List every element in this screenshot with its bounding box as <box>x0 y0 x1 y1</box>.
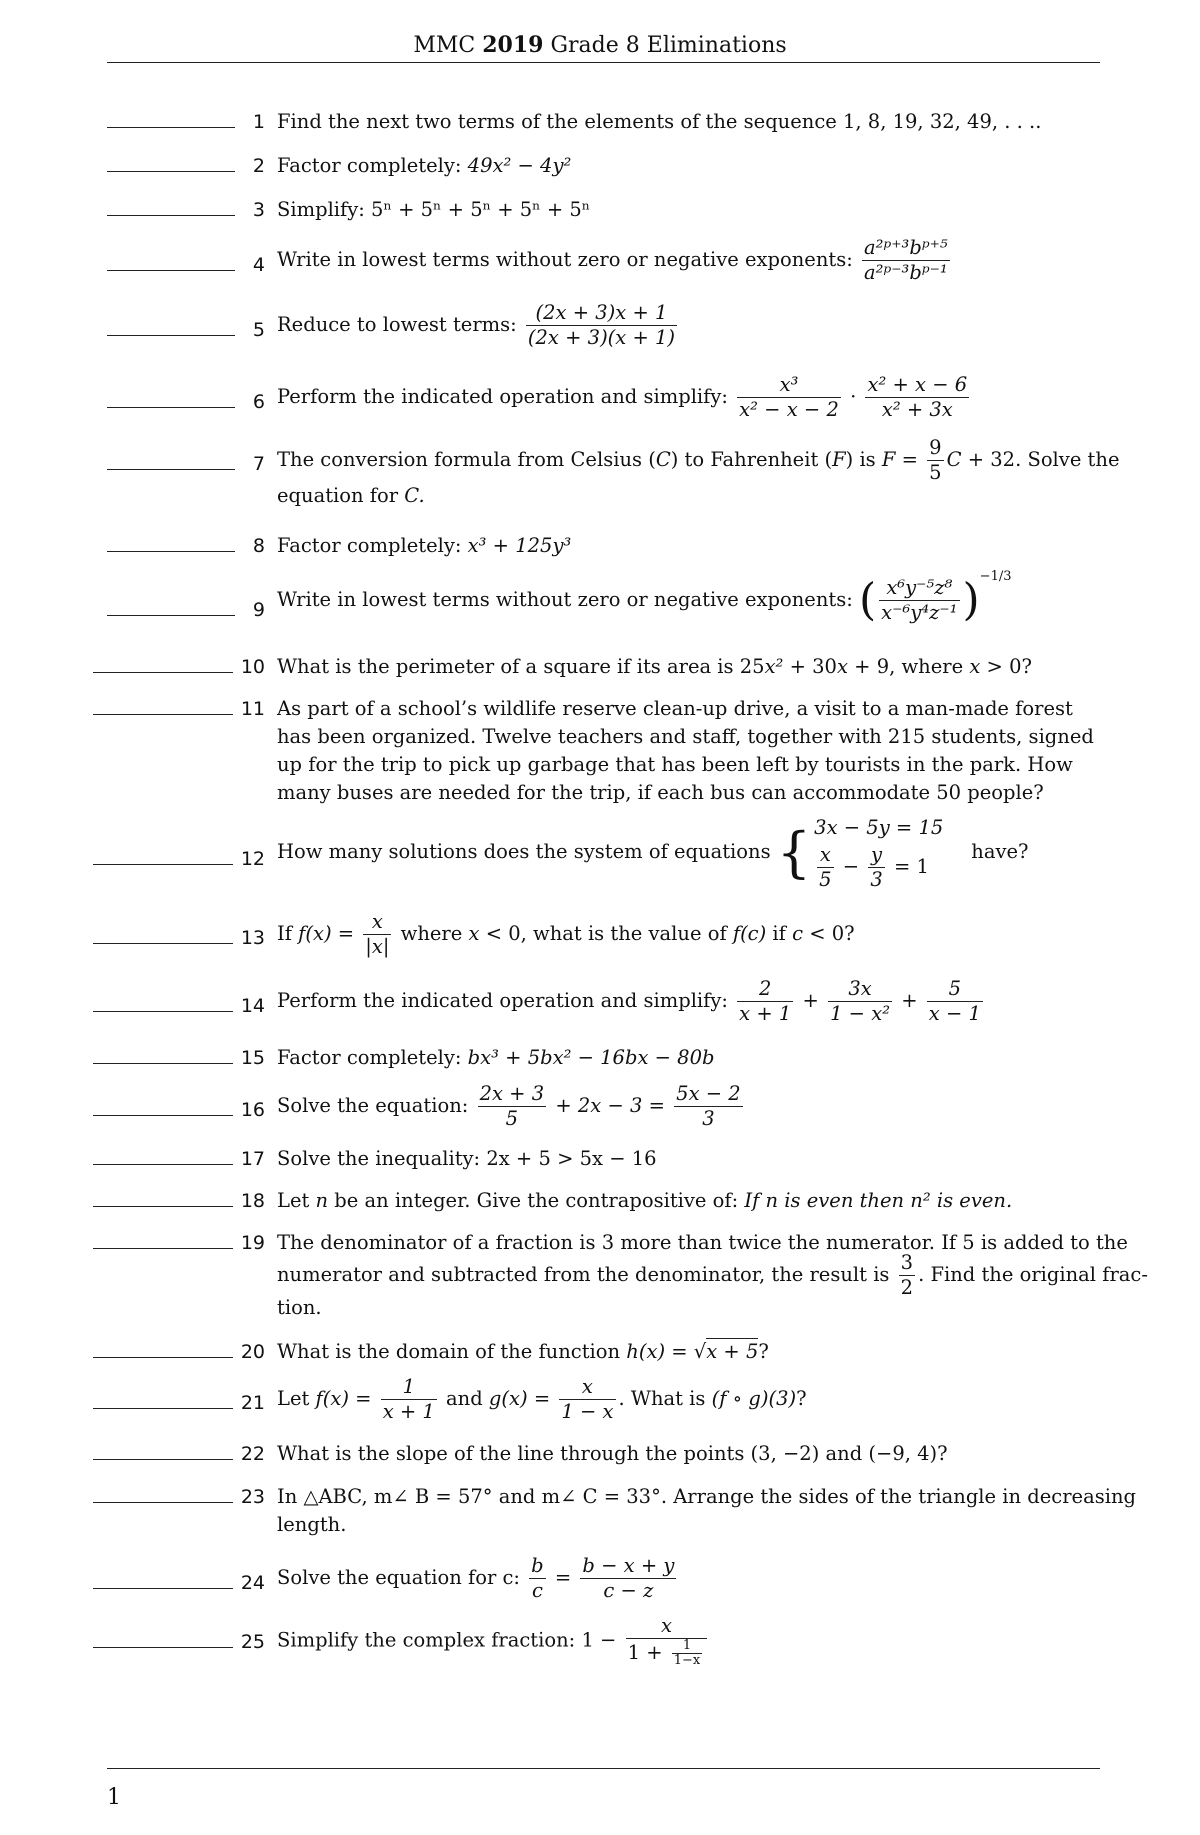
problem-text: Write in lowest terms without zero or negative exponents: ( $\frac{\text{x⁶y⁻⁵z⁸}}{\text{x⁻⁶y⁴z⁻¹}}$ )$^{-1/3}$ <box>277 569 1012 626</box>
problem-number: 9 <box>252 599 265 621</box>
problem-number: 4 <box>252 254 265 276</box>
problem-text: What is the perimeter of a square if its area is 25x² + 30x + 9, where x > 0? <box>277 655 1032 678</box>
problem-text: Write in lowest terms without zero or negative exponents: $\frac{\text{a²ᵖ⁺³bᵖ⁺⁵}}{\text{a²ᵖ⁻³bᵖ⁻¹}}$ <box>277 236 948 284</box>
problem-text: Let n be an integer. Give the contrapositive of: If n is even then n² is even. <box>277 1189 1013 1212</box>
problem-number: 24 <box>240 1572 265 1594</box>
page-title: MMC 2019 Grade 8 Eliminations <box>413 32 787 58</box>
problem-text: In △ABC, m∠ B = 57° and m∠ C = 33°. Arrange the sides of the triangle in decreasing <box>277 1485 1136 1508</box>
problem-text: Perform the indicated operation and simplify: $\frac{2}{x + 1}$ + $\frac{3x}{\text{1 − x²}}$ + $\frac{5}{x - 1}$ <box>277 977 981 1025</box>
problem-number: 23 <box>240 1486 265 1508</box>
problem-text: What is the domain of the function h(x) = √x + 5? <box>277 1340 769 1363</box>
problem-text: Solve the equation for c: $\frac{b}{c}$ = $\frac{b - x + y}{c - z}$ <box>277 1554 675 1602</box>
problem-text: What is the slope of the line through the points (3, −2) and (−9, 4)? <box>277 1442 948 1465</box>
problem-number: 12 <box>240 848 265 870</box>
problem-number: 15 <box>240 1047 265 1069</box>
problem-number: 13 <box>240 927 265 949</box>
answer-blank[interactable] <box>107 127 235 128</box>
problem-number: 5 <box>252 319 265 341</box>
answer-blank[interactable] <box>107 551 235 552</box>
problem-number: 19 <box>240 1232 265 1254</box>
answer-blank[interactable] <box>93 714 233 715</box>
problem-number: 3 <box>252 199 265 221</box>
problem-number: 17 <box>240 1148 265 1170</box>
answer-blank[interactable] <box>93 943 233 944</box>
problem-text: How many solutions does the system of equations { 3x − 5y = 15 $\frac{x}{5}$ − $\frac{y}{3}$ = 1 have? <box>277 816 1029 891</box>
title-year: 2019 <box>482 32 544 58</box>
problem-number: 18 <box>240 1190 265 1212</box>
problem-text: Solve the equation: $\frac{2x + 3}{5}$ + 2x − 3 = $\frac{5x - 2}{3}$ <box>277 1082 741 1130</box>
answer-blank[interactable] <box>93 1502 233 1503</box>
answer-blank[interactable] <box>107 335 235 336</box>
answer-blank[interactable] <box>93 1063 233 1064</box>
problem-text: Simplify the complex fraction: 1 − x 1 + $\frac{1}{1-x}$ <box>277 1614 710 1668</box>
answer-blank[interactable] <box>93 1011 233 1012</box>
page-number: 1 <box>107 1785 121 1810</box>
problem-number: 7 <box>252 453 265 475</box>
problem-number: 11 <box>240 698 265 720</box>
problem-text: As part of a school’s wildlife reserve clean-up drive, a visit to a man-made forest has been organized. Twelve teachers and staff, together with 215 students, signed up for the trip to pick up garbage that has been left by tourists in the park. How many buses are needed for the trip, if each bus can accommodate 50 people? <box>277 697 1094 804</box>
answer-blank[interactable] <box>93 864 233 865</box>
answer-blank[interactable] <box>93 1459 233 1460</box>
footer-rule <box>107 1768 1100 1769</box>
problem-text-line-2: numerator and subtracted from the denominator, the result is $\frac{3}{2}$ . Find the original frac- <box>277 1251 1148 1299</box>
problem-text: Solve the inequality: 2x + 5 > 5x − 16 <box>277 1147 657 1170</box>
problem-number: 22 <box>240 1443 265 1465</box>
answer-blank[interactable] <box>93 672 233 673</box>
answer-blank[interactable] <box>107 615 235 616</box>
answer-blank[interactable] <box>93 1588 233 1589</box>
problem-text: Perform the indicated operation and simplify: $\frac{\text{x³}}{\text{x² − x − 2}}$ · $\frac{\text{x² + x − 6}}{\text{x² + 3x}}$ <box>277 373 968 421</box>
problem-text: Factor completely: 49x² − 4y² <box>277 154 572 177</box>
answer-blank[interactable] <box>107 215 235 216</box>
problem-number: 1 <box>252 111 265 133</box>
problem-text: The conversion formula from Celsius (C) to Fahrenheit (F) is F = $\frac{9}{5}$ C + 32. Solve the <box>277 436 1120 484</box>
problem-number: 14 <box>240 995 265 1017</box>
problem-number: 16 <box>240 1099 265 1121</box>
problem-text-line-3: tion. <box>277 1296 322 1319</box>
answer-blank[interactable] <box>93 1408 233 1409</box>
problem-text: Let f(x) = $\frac{1}{x + 1}$ and g(x) = $\frac{x}{1 - x}$ . What is (f ∘ g)(3)? <box>277 1375 807 1423</box>
problem-number: 2 <box>252 155 265 177</box>
problem-number: 6 <box>252 391 265 413</box>
problem-text: Factor completely: bx³ + 5bx² − 16bx − 80b <box>277 1046 715 1069</box>
answer-blank[interactable] <box>107 469 235 470</box>
problem-text-line-2: length. <box>277 1513 347 1536</box>
answer-blank[interactable] <box>107 407 235 408</box>
problem-number: 20 <box>240 1341 265 1363</box>
answer-blank[interactable] <box>93 1115 233 1116</box>
problem-number: 21 <box>240 1392 265 1414</box>
problem-text: Simplify: 5ⁿ + 5ⁿ + 5ⁿ + 5ⁿ + 5ⁿ <box>277 198 591 221</box>
answer-blank[interactable] <box>93 1647 233 1648</box>
problem-text: If f(x) = $\frac{x}{|x|}$ where x < 0, what is the value of f(c) if c < 0? <box>277 910 855 958</box>
problem-text: Factor completely: x³ + 125y³ <box>277 534 572 557</box>
problem-number: 25 <box>240 1631 265 1653</box>
problem-number: 10 <box>240 656 265 678</box>
answer-blank[interactable] <box>93 1248 233 1249</box>
header-rule <box>107 62 1100 63</box>
answer-blank[interactable] <box>93 1206 233 1207</box>
answer-blank[interactable] <box>93 1164 233 1165</box>
answer-blank[interactable] <box>107 171 235 172</box>
answer-blank[interactable] <box>107 270 235 271</box>
problem-number: 8 <box>252 535 265 557</box>
problem-text: The denominator of a fraction is 3 more than twice the numerator. If 5 is added to the <box>277 1231 1128 1254</box>
answer-blank[interactable] <box>93 1357 233 1358</box>
problem-text: Find the next two terms of the elements of the sequence 1, 8, 19, 32, 49, . . .. <box>277 110 1042 133</box>
problem-text-line-2: equation for C. <box>277 484 425 507</box>
problem-text: Reduce to lowest terms: $\frac{(2x + 3)x + 1}{(2x + 3)(x + 1)}$ <box>277 301 676 349</box>
